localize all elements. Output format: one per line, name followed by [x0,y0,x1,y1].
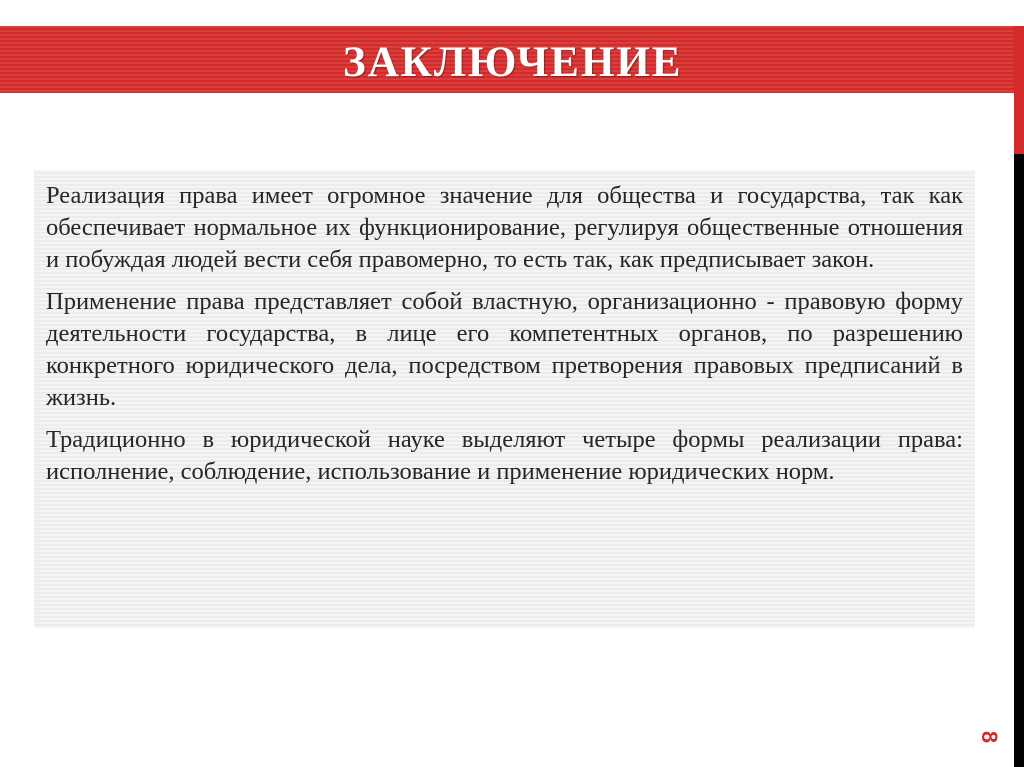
slide-title: ЗАКЛЮЧЕНИЕ [343,39,683,86]
content-box [34,170,975,628]
paragraph-realization: Реализация права имеет огромное значение для общества и государства, так как обеспечивает нормальное их функционирование, регулируя общественные отношения и побуждая людей вести себя правомерно, то есть так, как предписывает закон. [46,182,963,273]
side-dark-bar [1014,154,1024,767]
page-number: 8 [977,730,1003,744]
paragraph-application: Применение права представляет собой властную, организационно - правовую форму деятельности государства, в лице его компетентных органов, по разрешению конкретного юридического дела, посредством претворения правовых предписаний в жизнь. [46,288,963,411]
side-accent-bar [1014,26,1024,154]
paragraph-forms: Традиционно в юридической науке выделяют четыре формы реализации права: исполнение, соблюдение, использование и применение юридических норм. [46,426,963,485]
